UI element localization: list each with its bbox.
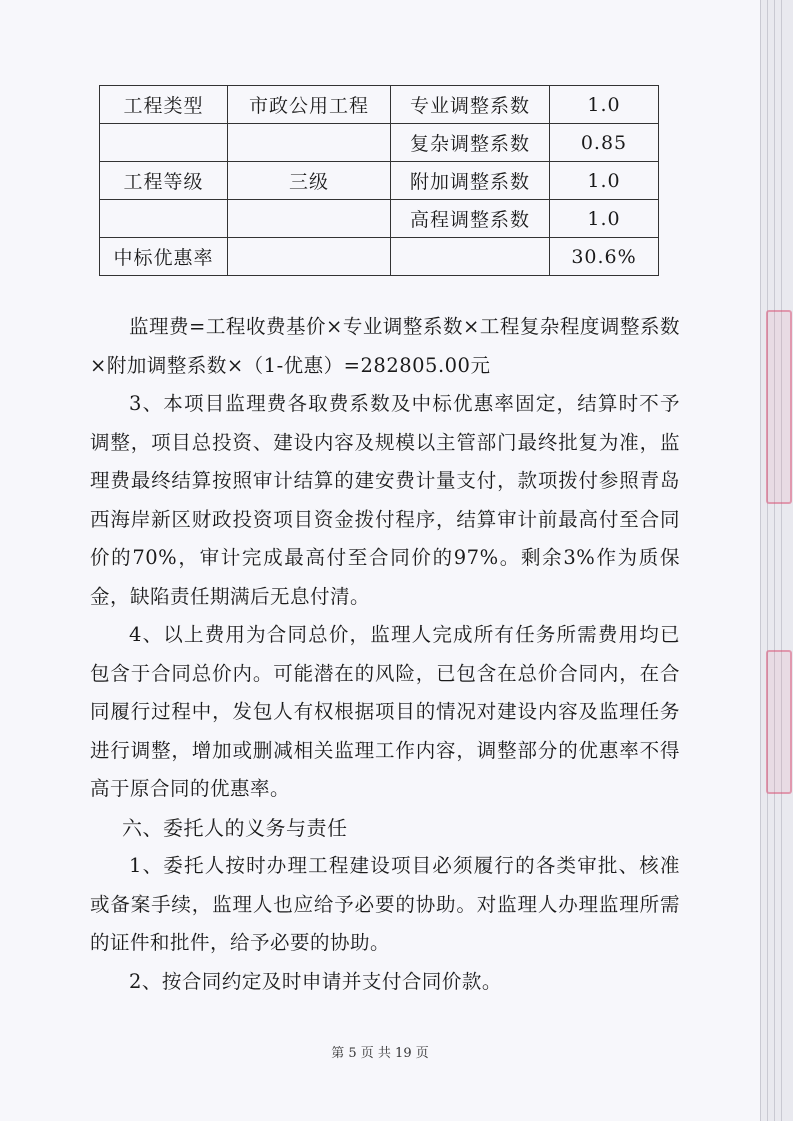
table-cell: 三级	[228, 162, 391, 200]
table-cell	[228, 200, 391, 238]
table-cell: 0.85	[550, 124, 659, 162]
table-cell	[391, 238, 550, 276]
seam-seal-stamp	[760, 300, 793, 800]
page-number-footer: 第 5 页 共 19 页	[331, 1046, 429, 1061]
table-cell	[100, 124, 228, 162]
seal-fragment	[766, 310, 792, 504]
seal-fragment	[766, 650, 792, 794]
fee-coefficient-table	[99, 85, 659, 276]
table-cell: 附加调整系数	[391, 162, 550, 200]
table-cell: 1.0	[550, 162, 659, 200]
contract-body	[90, 308, 680, 1001]
table-cell: 中标优惠率	[100, 238, 228, 276]
table-cell: 工程等级	[100, 162, 228, 200]
table-row	[100, 86, 659, 124]
table-row	[100, 162, 659, 200]
table-cell: 市政公用工程	[228, 86, 391, 124]
section-6-heading: 六、委托人的义务与责任	[122, 815, 348, 840]
table-row	[100, 238, 659, 276]
table-row	[100, 200, 659, 238]
table-row	[100, 124, 659, 162]
obligation-2-paragraph: 2、按合同约定及时申请并支付合同价款。	[129, 969, 502, 993]
table-cell: 1.0	[550, 86, 659, 124]
table-cell	[228, 238, 391, 276]
table-cell	[228, 124, 391, 162]
table-cell: 专业调整系数	[391, 86, 550, 124]
table-cell: 高程调整系数	[391, 200, 550, 238]
table-cell: 复杂调整系数	[391, 124, 550, 162]
clause-4-paragraph: 4、以上费用为合同总价，监理人完成所有任务所需费用均已包含于合同总价内。可能潜在的风险，已包含在总价合同内，在合同履行过程中，发包人有权根据项目的情况对建设内容及监理任务进行调整，增加或删减相关监理工作内容，调整部分的优惠率不得高于原合同的优惠率。	[90, 623, 680, 800]
table-cell: 工程类型	[100, 86, 228, 124]
table-cell: 1.0	[550, 200, 659, 238]
clause-3-paragraph: 3、本项目监理费各取费系数及中标优惠率固定，结算时不予调整，项目总投资、建设内容及规模以主管部门最终批复为准，监理费最终结算按照审计结算的建安费计量支付，款项拨付参照青岛西海岸新区财政投资项目资金拨付程序，结算审计前最高付至合同价的70%，审计完成最高付至合同价的97%。剩余3%作为质保金，缺陷责任期满后无息付清。	[90, 392, 680, 608]
fee-formula-paragraph: 监理费=工程收费基价×专业调整系数×工程复杂程度调整系数×附加调整系数×（1-优惠）=282805.00元	[90, 315, 680, 377]
table-cell	[100, 200, 228, 238]
table-cell: 30.6%	[550, 238, 659, 276]
obligation-1-paragraph: 1、委托人按时办理工程建设项目必须履行的各类审批、核准或备案手续，监理人也应给予必要的协助。对监理人办理监理所需的证件和批件，给予必要的协助。	[90, 854, 680, 954]
